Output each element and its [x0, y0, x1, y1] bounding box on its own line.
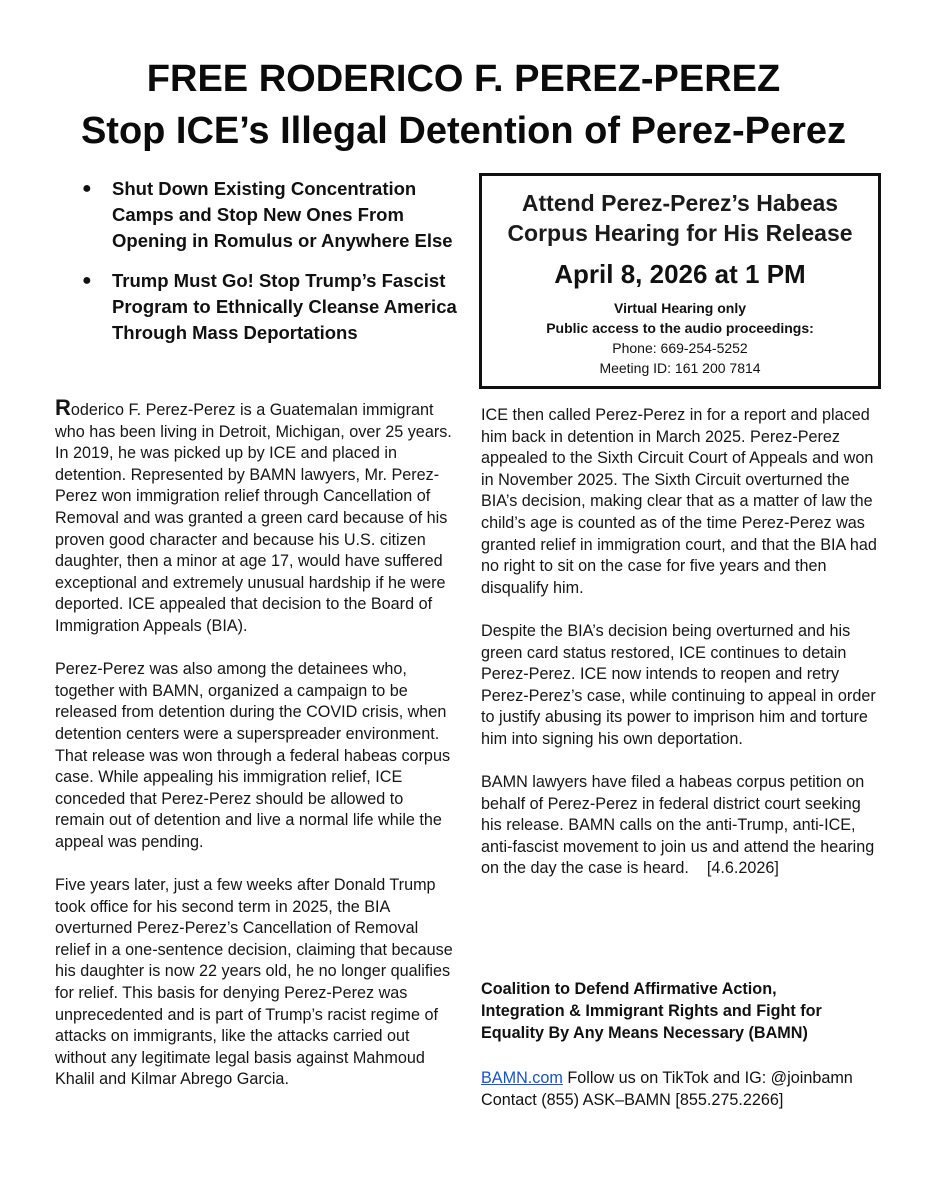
hearing-date: April 8, 2026 at 1 PM	[554, 259, 806, 289]
right-column	[481, 405, 881, 902]
list-item	[82, 176, 472, 254]
website-link[interactable]: BAMN.com	[481, 1069, 563, 1087]
hearing-phone: Phone: 669-254-5252	[612, 340, 748, 356]
paragraph	[55, 397, 455, 638]
list-item	[82, 268, 472, 346]
paragraph: ICE then called Perez-Perez in for a report and placed him back in detention in March 2025. Perez-Perez appealed to the Sixth Circuit Court of Appeals and won in November 2025. The Sixth Circuit overturned the BIA’s decision, making clear that as a matter of law the child’s age is counted as of the time Perez-Perez was granted relief in immigration court, and that the BIA had no right to sit on the case for five years and then disqualify him.	[481, 406, 877, 597]
social-text: Follow us on TikTok and IG: @joinbamn	[562, 1069, 853, 1087]
contact-phone: Contact (855) ASK–BAMN [855.275.2266]	[481, 1090, 784, 1109]
date-stamp: [4.6.2026]	[706, 859, 779, 878]
hearing-title-line: Attend Perez-Perez’s Habeas	[521, 190, 839, 216]
drop-cap: R	[55, 395, 71, 420]
hearing-title	[482, 188, 878, 248]
page-subtitle: Stop ICE’s Illegal Detention of Perez-Perez	[80, 110, 847, 152]
paragraph: Five years later, just a few weeks after Donald Trump took office for his second term in 2025, the BIA overturned Perez-Perez’s Cancellation of Removal relief in a one-sentence decision, claiming that because his daughter is now 22 years old, he no longer qualifies for relief. This basis for denying Perez-Perez was unprecedented and is part of Trump’s racist regime of attacks on immigrants, like the attacks carried out without any legitimate legal basis against Mahmoud Khalil and Kilmar Abrego Garcia.	[55, 876, 453, 1089]
hearing-info-box	[479, 173, 881, 389]
bullet-text: Shut Down Existing Concentration Camps and Stop New Ones From Opening in Romulus or Anywhere Else	[112, 178, 453, 251]
hearing-title-line: Corpus Hearing for His Release	[507, 220, 853, 246]
contact-block	[481, 1068, 881, 1111]
hearing-meeting-id: Meeting ID: 161 200 7814	[599, 360, 761, 376]
bullet-dot-icon: ●	[82, 272, 92, 289]
virtual-hearing-note: Virtual Hearing only	[614, 300, 746, 316]
public-access-note: Public access to the audio proceedings:	[546, 320, 814, 336]
demands-list	[82, 176, 472, 360]
left-column	[55, 397, 455, 1113]
paragraph-text: BAMN lawyers have filed a habeas corpus petition on behalf of Perez-Perez in federal district court seeking his release. BAMN calls on the anti-Trump, anti-ICE, anti-fascist movement to join us and attend the hearing on the day the case is heard.	[481, 773, 875, 878]
paragraph: Perez-Perez was also among the detainees who, together with BAMN, organized a campaign to be released from detention during the COVID crisis, when detention centers were a superspreader environment. That release was won through a federal habeas corpus case. While appealing his immigration relief, ICE conceded that Perez-Perez should be allowed to remain out of detention and live a normal life while the appeal was pending.	[55, 660, 451, 851]
page-title: FREE RODERICO F. PEREZ-PEREZ	[146, 58, 781, 100]
paragraph: Despite the BIA’s decision being overturned and his green card status restored, ICE continues to detain Perez-Perez. ICE now intends to reopen and retry Perez-Perez’s case, while continuing to appeal in order to justify abusing its power to imprison him and torture him into signing his own deportation.	[481, 621, 876, 748]
paragraph-text: oderico F. Perez-Perez is a Guatemalan immigrant who has been living in Detroit, Michigan, over 25 years. In 2019, he was picked up by ICE and placed in detention. Represented by BAMN lawyers, Mr. Perez-Perez won immigration relief through Cancellation of Removal and was granted a green card because of his proven good character and because his U.S. citizen daughter, then a minor at age 17, would have suffered exceptional and extremely unusual hardship if he were deported. ICE appealed that decision to the Board of Immigration Appeals (BIA).	[55, 401, 452, 635]
bullet-dot-icon: ●	[82, 180, 92, 197]
paragraph	[481, 772, 881, 880]
bullet-text: Trump Must Go! Stop Trump’s Fascist Program to Ethnically Cleanse America Through Mass Deportations	[112, 270, 457, 343]
organization-name: Coalition to Defend Affirmative Action, Integration & Immigrant Rights and Fight for Equality By Any Means Necessary (BAMN)	[481, 980, 822, 1042]
